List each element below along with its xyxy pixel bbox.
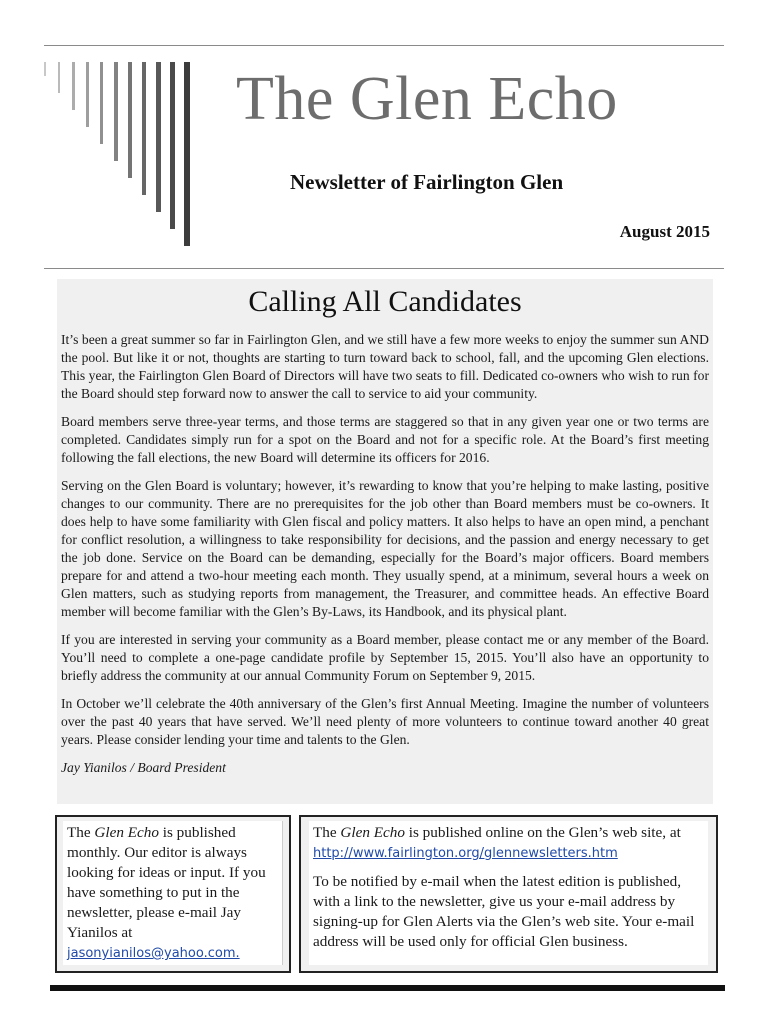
article-paragraph: Serving on the Glen Board is voluntary; however, it’s rewarding to know that you’re helping to make lasting, positive changes to our community. There are no prerequisites for the job other than Board members must be co-owners. It does help to have some familiarity with Glen fiscal and policy matters. It also helps to have an open mind, a penchant for conflict resolution, a willingness to take responsibility for decisions, and the passion and energy necessary to get the job done. Service on the Board can be demanding, especially for the Board’s major officers. Board members prepare for and attend a two-hour meeting each month. They usually spend, at a minimum, several hours a week on Glen matters, such as studying reports from management, the Treasurer, and committee heads. An effective Board member will become familiar with the Glen’s By-Laws, its Handbook, and its physical plant.	[61, 478, 709, 619]
publication-info-text	[67, 823, 278, 964]
article-paragraph: If you are interested in serving your community as a Board member, please contact me or any member of the Board. You’ll need to complete a one-page candidate profile by September 15, 2015. You’ll also have an opportunity to briefly address the community at our annual Community Forum on September 9, 2015.	[61, 632, 709, 683]
publication-name: Glen Echo	[340, 824, 405, 841]
article-paragraph: It’s been a great summer so far in Fairlington Glen, and we still have a few more weeks to enjoy the summer sun AND the pool. But like it or not, thoughts are starting to turn toward back to school, fall, and the upcoming Glen elections. This year, the Fairlington Glen Board of Directors will have two seats to fill. Dedicated co-owners who wish to run for the Board should step forward now to answer the call to service to aid your community.	[61, 332, 709, 401]
online-info-content	[309, 821, 708, 965]
publication-info-content	[63, 821, 283, 965]
issue-date: August 2015	[619, 222, 710, 241]
publication-info-box	[55, 815, 291, 973]
masthead-bar	[184, 62, 190, 246]
article-paragraph: Board members serve three-year terms, and those terms are staggered so that in any given year one or two terms are completed. Candidates simply run for a spot on the Board and not for a specific role. At the Board’s first meeting following the fall elections, the new Board will determine its officers for 2016.	[61, 414, 709, 465]
online-info-text	[313, 823, 704, 864]
main-article	[57, 279, 713, 804]
masthead-bar	[114, 62, 118, 161]
box-prefix: The	[313, 824, 341, 841]
publication-name: Glen Echo	[94, 824, 159, 841]
masthead-bar	[128, 62, 132, 178]
editor-email-link[interactable]: jasonyianilos@yahoo.com.	[67, 946, 240, 961]
box-text: is published monthly. Our editor is always looking for ideas or input. If you have something to put in the newsletter, please e-mail Jay Yianilos at	[67, 824, 266, 941]
masthead-bar	[156, 62, 161, 212]
newsletter-title: The Glen Echo	[236, 65, 618, 133]
newsletter-subtitle: Newsletter of Fairlington Glen	[290, 170, 564, 194]
box-prefix: The	[67, 824, 95, 841]
masthead-bar	[86, 62, 89, 127]
notification-text: To be notified by e-mail when the latest edition is published, with a link to the newsletter, give us your e-mail address by signing-up for Glen Alerts via the Glen’s web site. Your e-mail address will be used only for official Glen business.	[313, 873, 695, 950]
masthead-bar	[170, 62, 175, 229]
header-rule	[44, 268, 724, 269]
box-text: is published online on the Glen’s web site, at	[404, 824, 681, 841]
masthead-bar	[100, 62, 103, 144]
bottom-rule	[50, 985, 725, 991]
masthead-bar	[44, 62, 46, 76]
masthead-bar	[142, 62, 146, 195]
article-paragraph: In October we’ll celebrate the 40th anniversary of the Glen’s first Annual Meeting. Imagine the number of volunteers over the past 40 years that have served. We’ll need plenty of more volunteers to continue toward another 40 great years. Please consider lending your time and talents to the Glen.	[61, 696, 709, 747]
masthead-decoration	[44, 62, 204, 252]
article-signature: Jay Yianilos / Board President	[61, 760, 226, 775]
top-rule	[44, 45, 724, 46]
article-heading: Calling All Candidates	[248, 285, 522, 318]
masthead-bar	[58, 62, 60, 93]
newsletter-url-link[interactable]: http://www.fairlington.org/glennewsletters.htm	[313, 846, 618, 861]
masthead-bar	[72, 62, 75, 110]
online-info-box	[299, 815, 718, 973]
